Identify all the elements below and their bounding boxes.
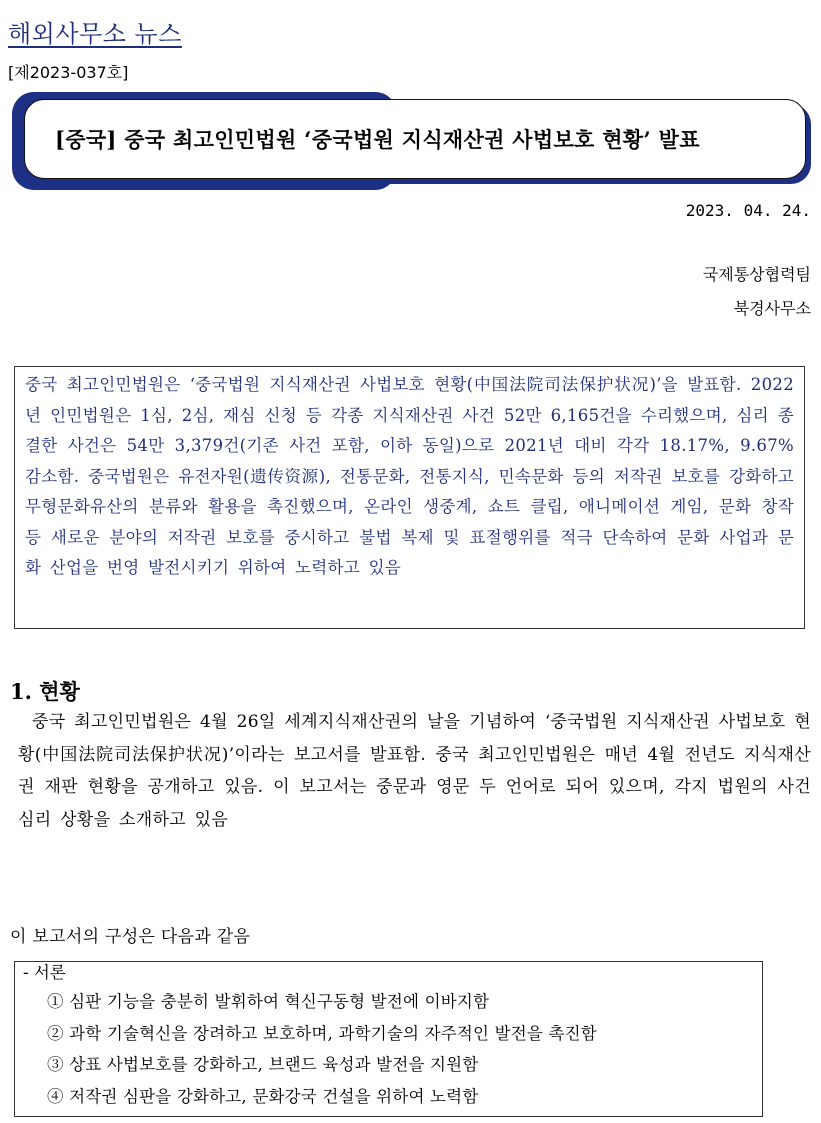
- newsletter-title: 해외사무소 뉴스: [8, 20, 182, 48]
- summary-box: [14, 366, 805, 629]
- publish-date: 2023. 04. 24.: [685, 201, 811, 220]
- structure-head: - 서론: [23, 963, 66, 982]
- structure-item: ④ 저작권 심판을 강화하고, 문화강국 건설을 위하여 노력함: [47, 1086, 479, 1106]
- structure-item: ② 과학 기술혁신을 장려하고 보호하며, 과학기술의 자주적인 발전을 촉진함: [47, 1023, 597, 1043]
- structure-item: ③ 상표 사법보호를 강화하고, 브랜드 육성과 발전을 지원함: [47, 1055, 479, 1074]
- article-title-box: [24, 99, 806, 179]
- structure-item: ① 심판 기능을 충분히 발휘하여 혁신구동형 발전에 이바지함: [47, 992, 490, 1011]
- article-title: [중국] 중국 최고인민법원 ‘중국법원 지식재산권 사법보호 현황’ 발표: [55, 127, 700, 152]
- section-body: 중국 최고인민법원은 4월 26일 세계지식재산권의 날을 기념하여 ‘중국법원 지식재산권 사법보호 현황(中国法院司法保护状况)’이라는 보고서를 발표함. 중국 최고인민법원은 매년 4월 전년도 지식재산권 재판 현황을 공개하고 있음. 이 보고서는 중문과 영문 두 언어로 되어 있으며, 각지 법원의 사건 심리 상황을 소개하고 있음: [18, 712, 811, 830]
- author-team: 국제통상협력팀: [702, 265, 811, 284]
- structure-box: [14, 961, 763, 1117]
- section-heading: 1. 현황: [10, 679, 80, 704]
- author-office: 북경사무소: [733, 299, 811, 318]
- structure-intro: 이 보고서의 구성은 다음과 같음: [10, 927, 251, 947]
- summary-text: 중국 최고인민법원은 ‘중국법원 지식재산권 사법보호 현황(中国法院司法保护状况)’을 발표함. 2022년 인민법원은 1심, 2심, 재심 신청 등 각종 지식재산권 사건 52만 6,165건을 수리했으며, 심리 종결한 사건은 54만 3,379건(기존 사건 포함, 이하 동일)으로 2021년 대비 각각 18.17%, 9.67% 감소함. 중국법원은 유전자원(遗传资源), 전통문화, 전통지식, 민속문화 등의 저작권 보호를 강화하고 무형문화유산의 분류와 활용을 촉진했으며, 온라인 생중계, 쇼트 클립, 애니메이션 게임, 문화 창작 등 새로운 분야의 저작권 보호를 중시하고 불법 복제 및 표절행위를 적극 단속하여 문화 사업과 문화 산업을 번영 발전시키기 위하여 노력하고 있음: [25, 375, 794, 577]
- document-number: [제2023-037호]: [8, 63, 129, 82]
